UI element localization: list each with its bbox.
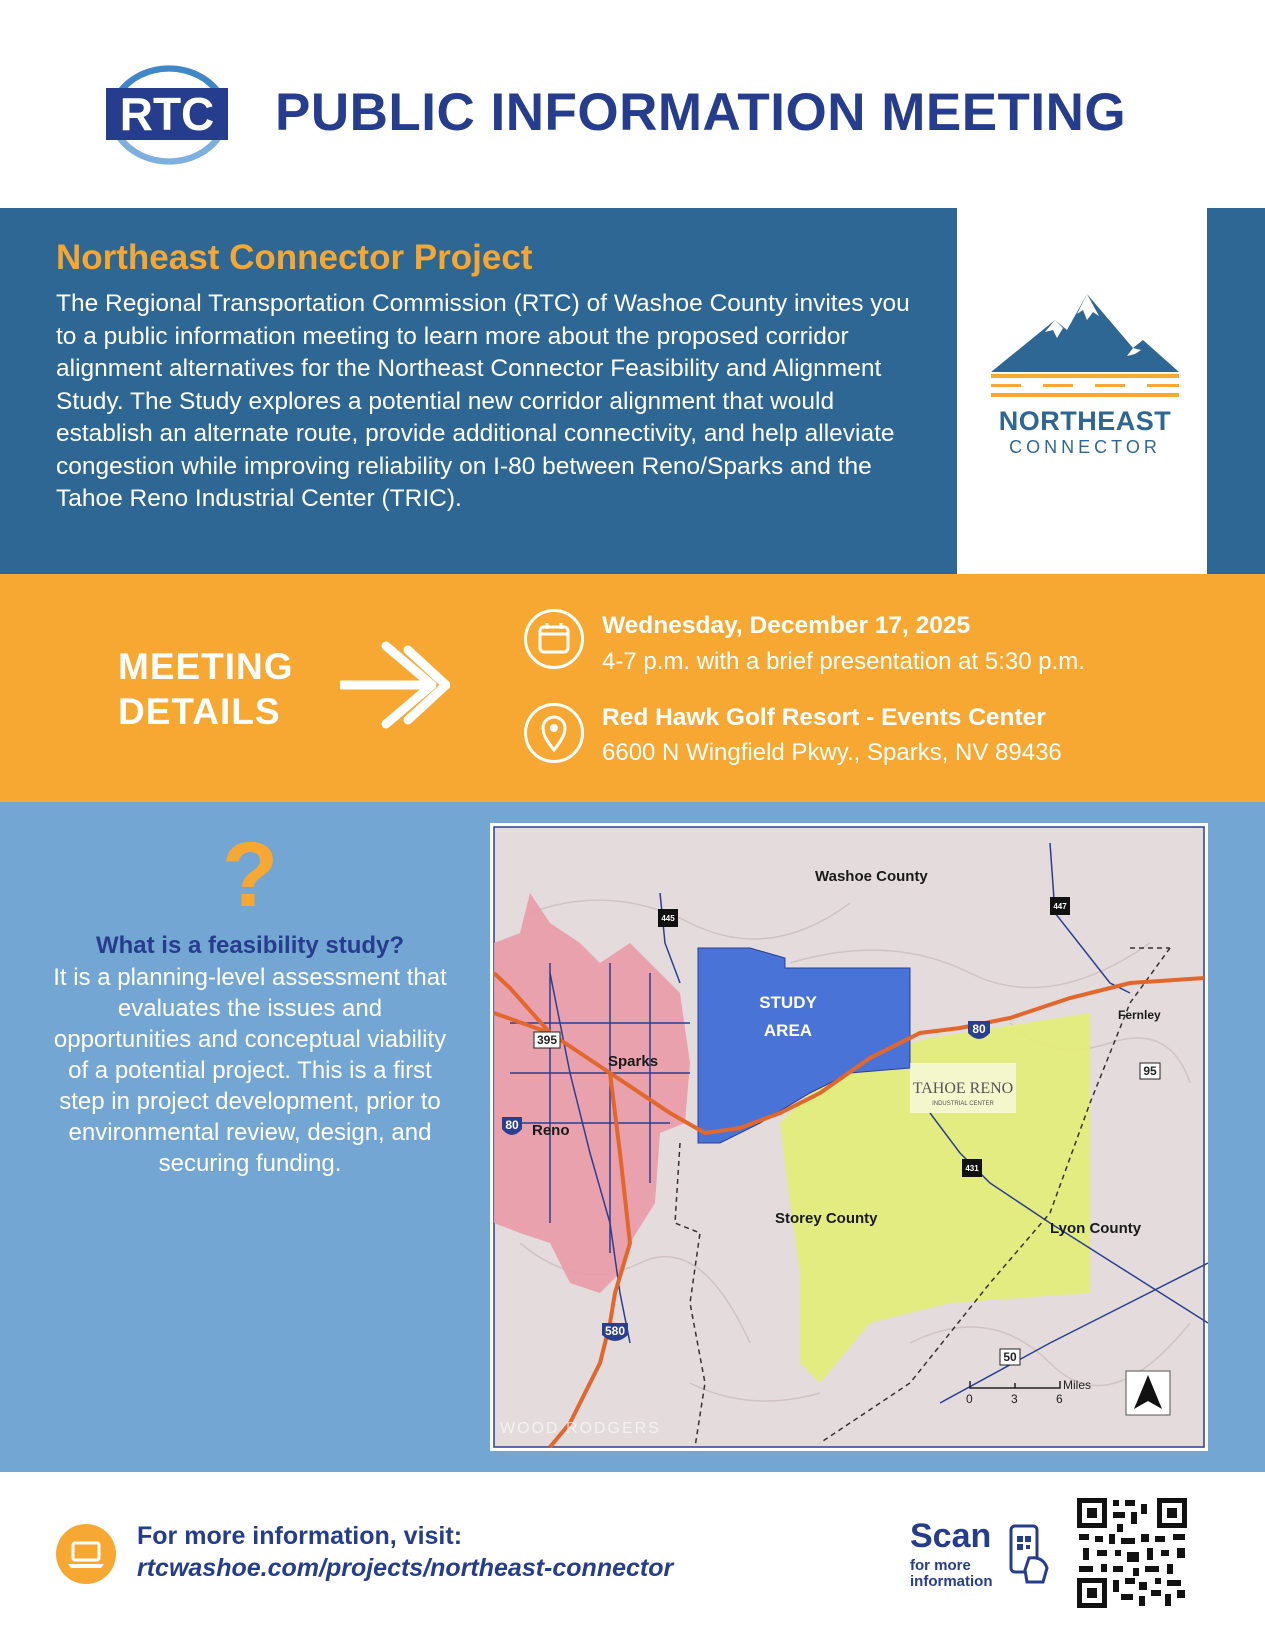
label-study-area-2: AREA <box>763 1021 813 1040</box>
label-sparks: Sparks <box>608 1053 659 1070</box>
laptop-icon <box>56 1524 116 1584</box>
northeast-connector-logo-name: NORTHEAST <box>998 406 1172 436</box>
label-storey-county: Storey County <box>775 1210 878 1227</box>
svg-text:3: 3 <box>1011 1392 1018 1406</box>
north-arrow-icon <box>1126 1371 1170 1415</box>
svg-text:80: 80 <box>972 1022 986 1036</box>
qr-code[interactable] <box>1077 1498 1187 1608</box>
feasibility-text: It is a planning-level assessment that evaluates the issues and opportunities and conceptual viability of a potential project. This is a first step in project development, prior to environmental review, design, and securing funding. <box>53 964 447 1177</box>
meeting-time: 4-7 p.m. with a brief presentation at 5:30 p.m. <box>602 648 1085 675</box>
label-lyon-county: Lyon County <box>1050 1220 1142 1237</box>
label-tric: TAHOE RENO <box>912 1080 1014 1097</box>
phone-scan-icon <box>1003 1522 1051 1584</box>
svg-text:580: 580 <box>604 1324 626 1338</box>
svg-text:0: 0 <box>966 1392 973 1406</box>
shield-us50 <box>1000 1349 1020 1365</box>
svg-text:395: 395 <box>536 1033 558 1047</box>
svg-text:Miles: Miles <box>1063 1378 1092 1392</box>
rtc-logo <box>104 50 234 175</box>
label-study-area-1: STUDY <box>759 993 817 1012</box>
scan-sub-label: for more information <box>910 1557 993 1590</box>
label-washoe-county: Washoe County <box>815 868 928 885</box>
shield-sr447 <box>1050 897 1070 915</box>
shield-us95 <box>1140 1063 1160 1079</box>
meeting-label-line2: DETAILS <box>118 691 281 732</box>
meeting-venue: Red Hawk Golf Resort - Events Center <box>602 704 1046 731</box>
northeast-connector-logo-sub: CONNECTOR <box>1009 437 1161 457</box>
svg-text:445: 445 <box>661 914 675 923</box>
shield-sr431 <box>962 1159 982 1177</box>
shield-us395 <box>534 1032 560 1048</box>
label-tric-sub: INDUSTRIAL CENTER <box>932 1101 994 1107</box>
project-title: Northeast Connector Project <box>56 238 533 277</box>
question-mark-icon: ? <box>221 824 279 926</box>
page-title: PUBLIC INFORMATION MEETING <box>275 83 1127 142</box>
svg-text:95: 95 <box>1143 1064 1157 1078</box>
label-fernley: Fernley <box>1118 1008 1161 1022</box>
intro-side-bar <box>1207 208 1265 574</box>
label-reno: Reno <box>532 1122 570 1139</box>
meeting-address: 6600 N Wingfield Pkwy., Sparks, NV 89436 <box>602 739 1062 766</box>
more-info-link[interactable]: rtcwashoe.com/projects/northeast-connector <box>137 1554 674 1582</box>
svg-text:50: 50 <box>1003 1350 1017 1364</box>
location-pin-icon <box>524 703 584 763</box>
map-watermark: WOOD RODGERS <box>500 1420 661 1437</box>
rtc-logo-text: RTC <box>119 88 215 140</box>
intro-text: The Regional Transportation Commission (RTC) of Washoe County invites you to a public information meeting to learn more about the proposed corridor alignment alternatives for the Northeast Connector Feasibility and Alignment Study. The Study explores a potential new corridor alignment that would establish an alternate route, provide additional connectivity, and help alleviate congestion while improving reliability on I-80 between Reno/Sparks and the Tahoe Reno Industrial Center (TRIC). <box>56 290 910 512</box>
meeting-date: Wednesday, December 17, 2025 <box>602 612 971 639</box>
double-arrow-icon <box>340 640 450 730</box>
meeting-label-line1: MEETING <box>118 646 294 687</box>
scan-label: Scan <box>910 1517 992 1555</box>
shield-sr445 <box>658 909 678 927</box>
feasibility-heading: What is a feasibility study? <box>95 932 405 959</box>
svg-text:447: 447 <box>1053 902 1067 911</box>
svg-text:80: 80 <box>505 1118 519 1132</box>
study-area-map <box>490 823 1208 1451</box>
meeting-details-label <box>118 644 294 734</box>
svg-text:431: 431 <box>965 1164 979 1173</box>
calendar-icon <box>524 609 584 669</box>
svg-text:6: 6 <box>1056 1392 1063 1406</box>
more-info-label: For more information, visit: <box>137 1522 463 1550</box>
